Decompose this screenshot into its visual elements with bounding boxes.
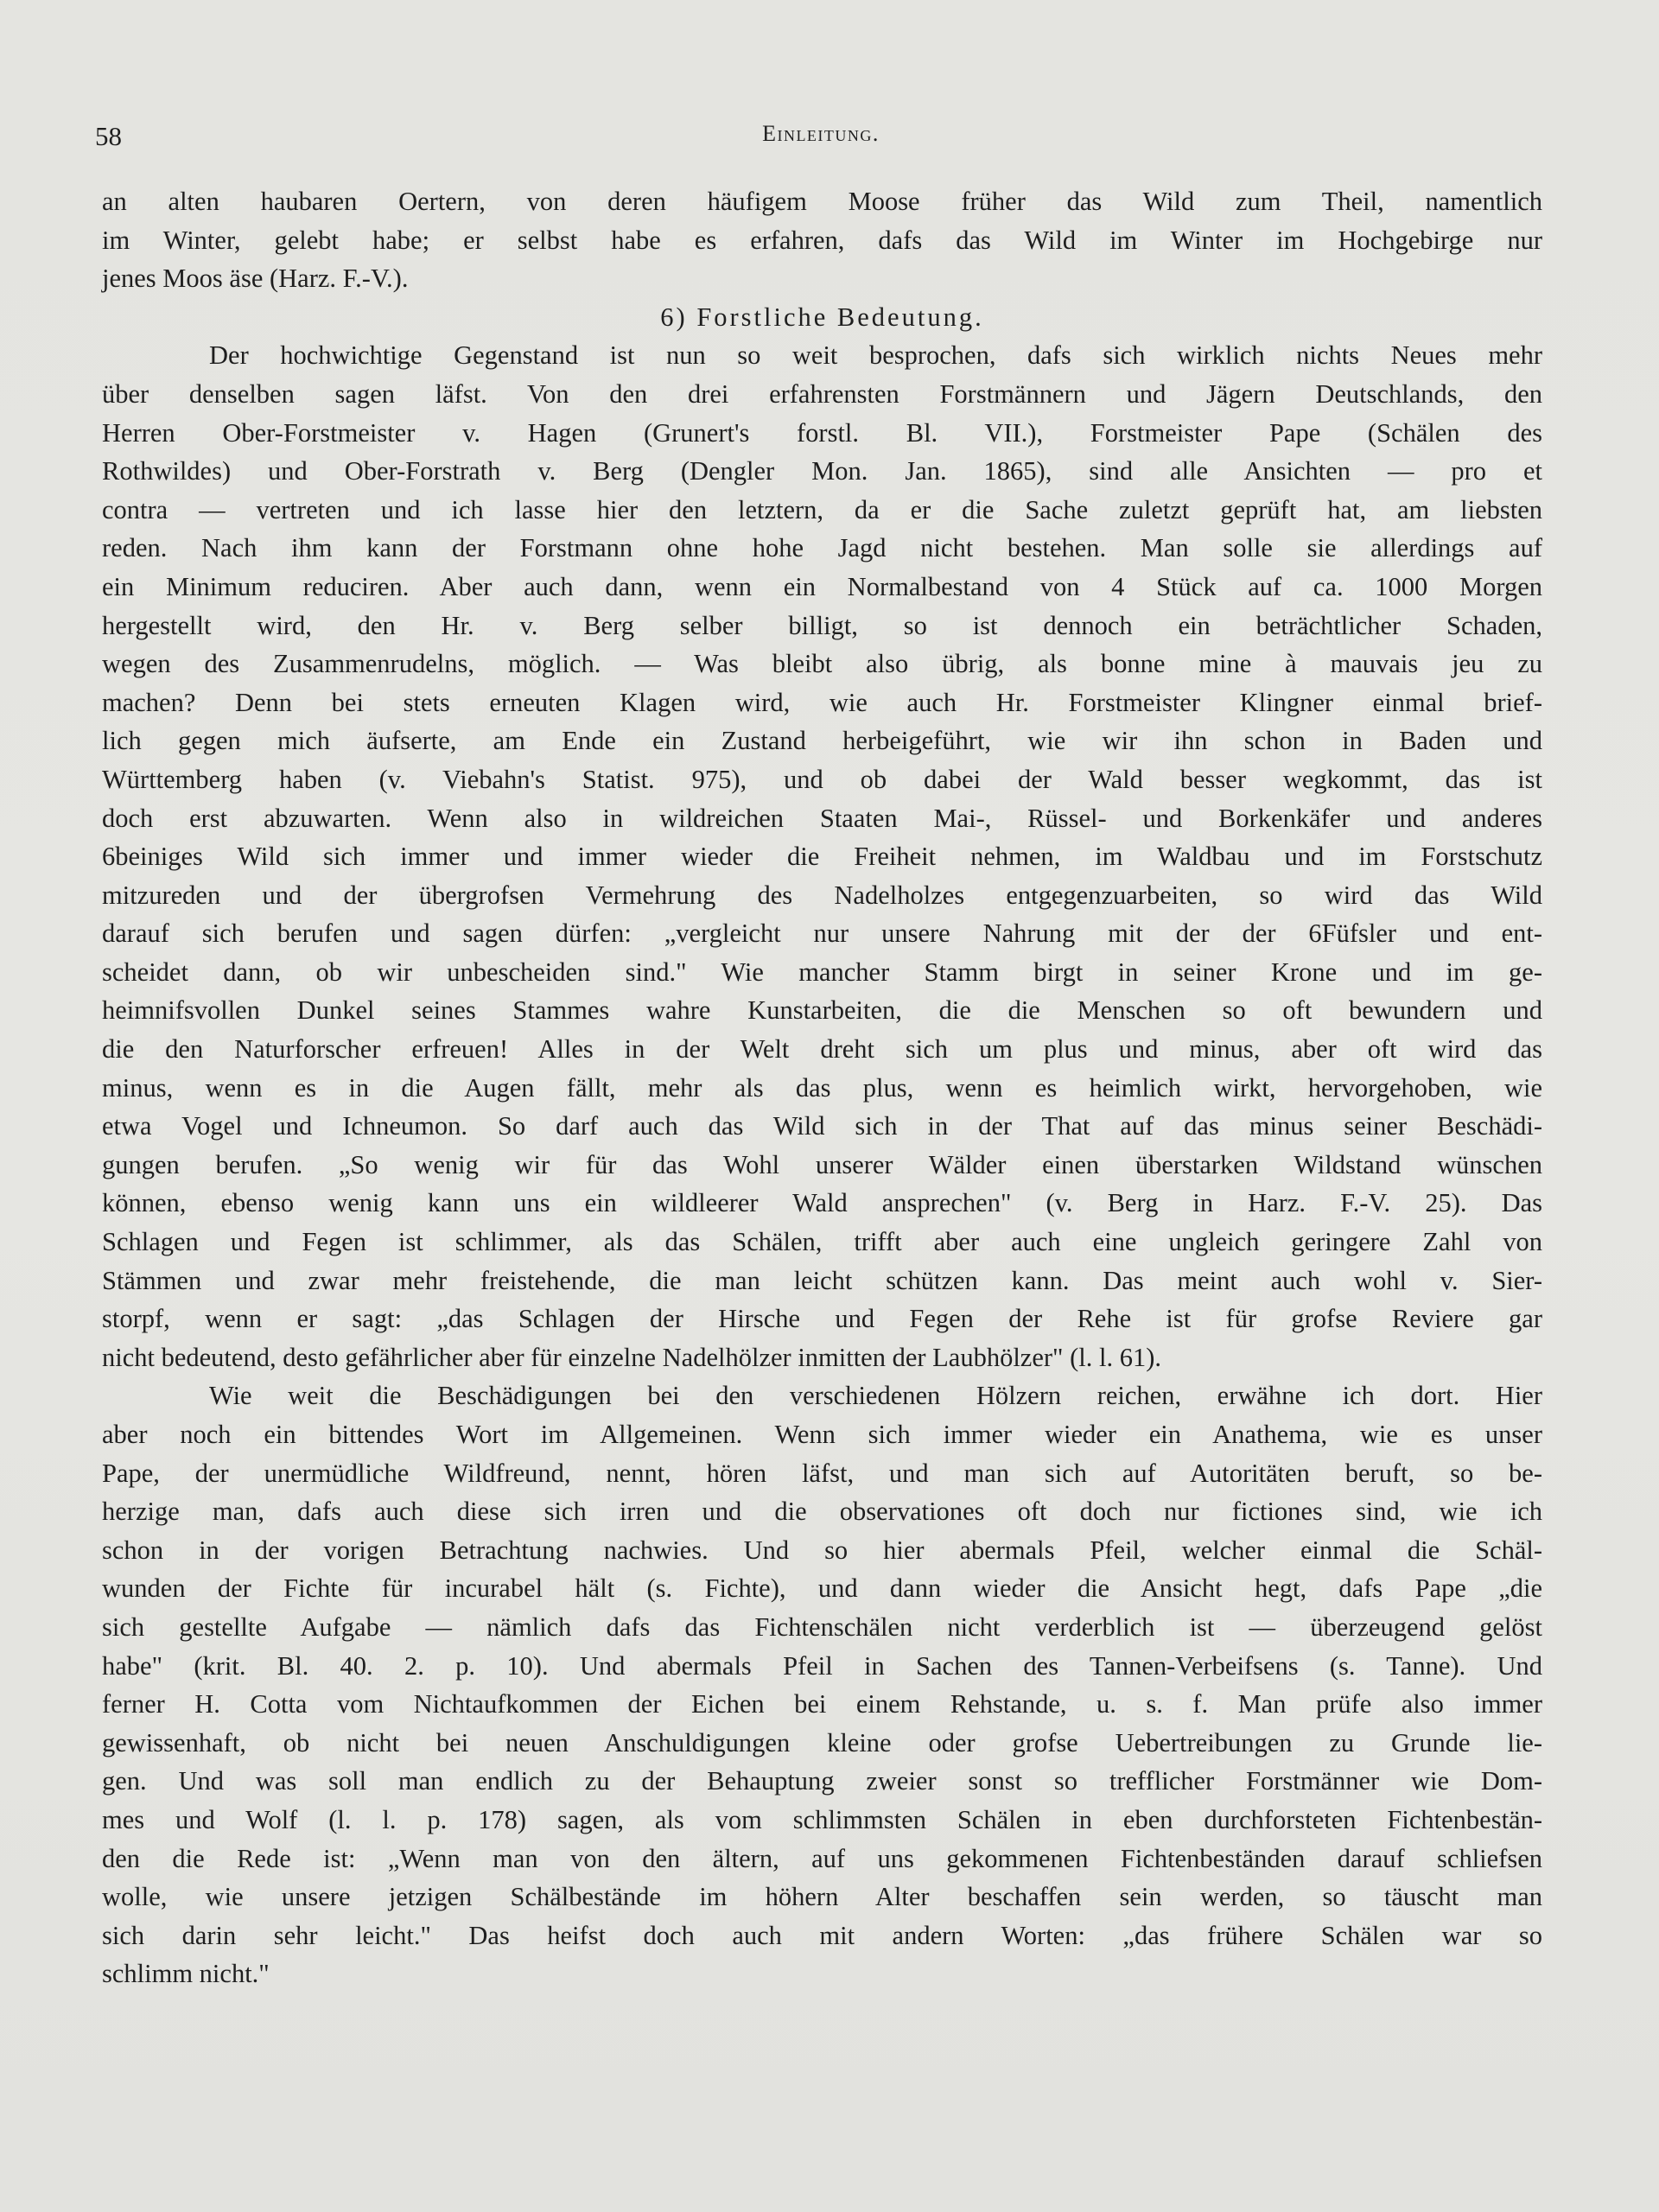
text-line: darauf sich berufen und sagen dürfen: „vergleicht nur unsere Nahrung mit der der 6Füfsler und ent- [102, 918, 1542, 949]
text-line: lich gegen mich äufserte, am Ende ein Zustand herbeigeführt, wie wir ihn schon in Baden und [102, 726, 1542, 756]
text-line: Rothwildes) und Ober-Forstrath v. Berg (Dengler Mon. Jan. 1865), sind alle Ansichten — pro et [102, 456, 1542, 486]
text-line: scheidet dann, ob wir unbescheiden sind." Wie mancher Stamm birgt in seiner Krone und im ge- [102, 957, 1542, 987]
text-line: den die Rede ist: „Wenn man von den ältern, auf uns gekommenen Fichtenbeständen darauf schliefsen [102, 1843, 1542, 1873]
paragraph-beschaedigungen [102, 1376, 1542, 1993]
page-number: 58 [95, 121, 122, 151]
text-line: Schlagen und Fegen ist schlimmer, als das Schälen, trifft aber auch eine ungleich geringere Zahl von [102, 1227, 1542, 1257]
text-line: heimnifsvollen Dunkel seines Stammes wahre Kunstarbeiten, die die Menschen so oft bewundern und [102, 995, 1542, 1026]
text-line: machen? Denn bei stets erneuten Klagen wird, wie auch Hr. Forstmeister Klingner einmal brief- [102, 687, 1542, 717]
text-line: sich darin sehr leicht." Das heifst doch auch mit andern Worten: „das frühere Schälen war so [102, 1920, 1542, 1950]
text-line: herzige man, dafs auch diese sich irren und die observationes oft doch nur fictiones sind, wie ich [102, 1497, 1542, 1527]
text-line: etwa Vogel und Ichneumon. So darf auch das Wild sich in der That auf das minus seiner Beschädi- [102, 1111, 1542, 1141]
text-line: können, ebenso wenig kann uns ein wildleerer Wald ansprechen" (v. Berg in Harz. F.-V. 25). Das [102, 1188, 1542, 1218]
text-line: wolle, wie unsere jetzigen Schälbestände im höhern Alter beschaffen sein werden, so täuscht man [102, 1882, 1542, 1912]
text-line: jenes Moos äse (Harz. F.-V.). [102, 264, 409, 294]
text-line: Württemberg haben (v. Viebahn's Statist. 975), und ob dabei der Wald besser wegkommt, das ist [102, 764, 1542, 794]
text-line: doch erst abzuwarten. Wenn also in wildreichen Staaten Mai-, Rüssel- und Borkenkäfer und anderes [102, 803, 1542, 833]
text-line: storpf, wenn er sagt: „das Schlagen der Hirsche und Fegen der Rehe ist für grofse Reviere gar [102, 1304, 1542, 1334]
text-line: nicht bedeutend, desto gefährlicher aber für einzelne Nadelhölzer inmitten der Laubhölzer" (l. l. 61). [102, 1342, 1162, 1372]
text-line: mitzureden und der übergrofsen Vermehrung des Nadelholzes entgegenzuarbeiten, so wird das Wild [102, 880, 1542, 910]
text-line: gen. Und was soll man endlich zu der Behauptung zweier sonst so trefflicher Forstmänner wie Dom- [102, 1766, 1542, 1796]
text-line: 6beiniges Wild sich immer und immer wieder die Freiheit nehmen, im Waldbau und im Forstschutz [102, 842, 1542, 872]
text-line: schon in der vorigen Betrachtung nachwies. Und so hier abermals Pfeil, welcher einmal die Schäl- [102, 1535, 1542, 1565]
text-line: minus, wenn es in die Augen fällt, mehr als das plus, wenn es heimlich wirkt, hervorgehoben, wie [102, 1072, 1542, 1103]
text-line: schlimm nicht." [102, 1959, 270, 1989]
text-line: an alten haubaren Oertern, von deren häufigem Moose früher das Wild zum Theil, namentlich [102, 187, 1542, 216]
text-line: ferner H. Cotta vom Nichtaufkommen der Eichen bei einem Rehstande, u. s. f. Man prüfe also immer [102, 1689, 1542, 1719]
text-line: mes und Wolf (l. l. p. 178) sagen, als vom schlimmsten Schälen in eben durchforsteten Fichtenbestän- [102, 1804, 1542, 1834]
text-line: wegen des Zusammenrudelns, möglich. — Was bleibt also übrig, als bonne mine à mauvais jeu zu [102, 649, 1542, 679]
text-line: Wie weit die Beschädigungen bei den verschiedenen Hölzern reichen, erwähne ich dort. Hier [209, 1381, 1542, 1411]
text-line: Stämmen und zwar mehr freistehende, die man leicht schützen kann. Das meint auch wohl v. Sier- [102, 1265, 1542, 1295]
page-header [95, 121, 1547, 156]
text-line: im Winter, gelebt habe; er selbst habe es erfahren, dafs das Wild im Winter im Hochgebirge nur [102, 225, 1542, 255]
text-line: hergestellt wird, den Hr. v. Berg selber billigt, so ist dennoch ein beträchtlicher Schaden, [102, 610, 1542, 640]
text-line: ein Minimum reduciren. Aber auch dann, wenn ein Normalbestand von 4 Stück auf ca. 1000 Morgen [102, 571, 1542, 601]
paragraph-forstliche-bedeutung [102, 336, 1542, 1376]
text-line: sich gestellte Aufgabe — nämlich dafs das Fichtenschälen nicht verderblich ist — überzeugend gelöst [102, 1611, 1542, 1642]
text-line: habe" (krit. Bl. 40. 2. p. 10). Und abermals Pfeil in Sachen des Tannen-Verbeifsens (s. Tanne). Und [102, 1650, 1542, 1681]
text-line: Herren Ober-Forstmeister v. Hagen (Grunert's forstl. Bl. VII.), Forstmeister Pape (Schälen des [102, 417, 1542, 448]
text-line: gungen berufen. „So wenig wir für das Wohl unserer Wälder einen überstarken Wildstand wünschen [102, 1149, 1542, 1179]
text-line: wunden der Fichte für incurabel hält (s. Fichte), und dann wieder die Ansicht hegt, dafs Pape „die [102, 1573, 1542, 1604]
text-line: contra — vertreten und ich lasse hier den letztern, da er die Sache zuletzt geprüft hat, am liebsten [102, 494, 1542, 524]
text-line: die den Naturforscher erfreuen! Alles in der Welt dreht sich um plus und minus, aber oft wird das [102, 1034, 1542, 1065]
text-line: Pape, der unermüdliche Wildfreund, nennt, hören läfst, und man sich auf Autoritäten beruft, so be- [102, 1458, 1542, 1488]
text-line: Der hochwichtige Gegenstand ist nun so weit besprochen, dafs sich wirklich nichts Neues mehr [209, 340, 1542, 371]
running-head: Einleitung. [762, 121, 880, 146]
text-line: gewissenhaft, ob nicht bei neuen Anschuldigungen kleine oder grofse Uebertreibungen zu Grunde lie- [102, 1727, 1542, 1758]
body-text [102, 182, 1542, 1993]
text-line: aber noch ein bittendes Wort im Allgemeinen. Wenn sich immer wieder ein Anathema, wie es unser [102, 1420, 1542, 1449]
text-line: reden. Nach ihm kann der Forstmann ohne hohe Jagd nicht bestehen. Man solle sie allerdings auf [102, 533, 1542, 563]
section-heading: 6) Forstliche Bedeutung. [660, 302, 984, 332]
text-line: über denselben sagen läfst. Von den drei erfahrensten Forstmännern und Jägern Deutschlands, den [102, 378, 1542, 409]
intro-paragraph [102, 182, 1542, 298]
